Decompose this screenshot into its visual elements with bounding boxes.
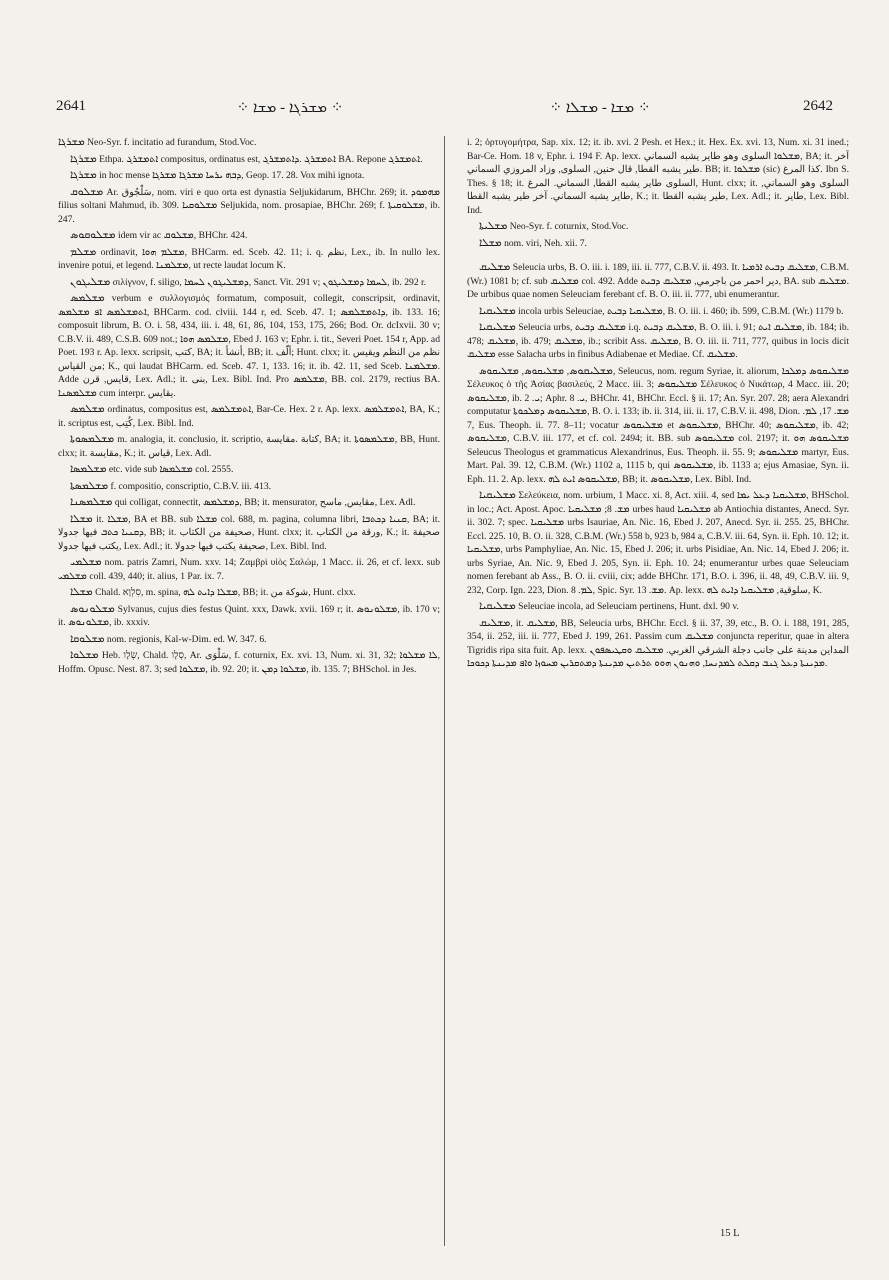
page-number-right: 2642 bbox=[803, 98, 833, 114]
dictionary-entry bbox=[467, 321, 849, 362]
entry-text: m. analogia, it. conclusio, it. scriptio, كتابة .مقايسة, BA; it. ܡܫܠܡܣܘܬܐ, BB, Hunt. clxx; it. مقايسة, K.; it. قياس, Lex. Adl. bbox=[58, 434, 440, 459]
entry-text: qui colligat, connectit, ܕܡܫܠܡܣ, BB; it. mensurator, مقايس, ماسح, Lex. Adl. bbox=[112, 497, 416, 508]
entry-headword: ܡܫܠܘܩ bbox=[70, 185, 104, 198]
entry-headword: ܡܫܠܝܩܝܐ bbox=[479, 304, 516, 317]
entry-text: Sylvanus, cujus dies festus Quint. xxx, Dawk. xvii. 169 r; it. ܡܫܠܘܢܘܣ, ib. 170 v; it. ܡܫܠܘܢܘܣ, ib. xxxiv. bbox=[58, 603, 440, 628]
entry-text: , it. ܡܫܠܝܩ, BB, Seleucia urbs, BHChr. Eccl. § ii. 37, 39, etc., B. O. i. 188, 191, 285, 354, ii. 252, iii. ii. 777, Ebed J. 199, 261. Passim cum ܡܫܠܝܩ conjuncta reperitur, quae in altera Tigridis ripa sita fuit. Ap. lexx. المداين مدينة على جانب دجلة الشرقي الغربي. ܡܫܠܝܩ ܘܩܛܝܣܦܘܢ ܡܕܝܢܬܐ ܕܥܠ ܓܢܒ ܕܩܠܬ ܠܡܕܢܚܐ, ܘܗܢܘܢ ܗܘܘ ܬܪܬܝܢ ܡܕܝܢܬܐ ܕܡܬܩܪܝܢ ܡܚܘܙܐ ܘܐܦ ܡܕܝܢܬܐ ܕܟܘܟܐ. bbox=[467, 617, 849, 669]
dictionary-entry bbox=[58, 556, 440, 583]
entry-headword: ܡܫܠܡܣܘܬܐ bbox=[70, 433, 115, 445]
entry-text: Seleucia urbs, B. O. iii. i. 189, iii. ii. 777, C.B.V. ii. 493. It. ܡܫܠܝܩ ܕܒܝܬ ܐܪܡܝܐ, C.B.M. (Wr.) 1081 b; cf. sub ܡܫܠܝܩ col. 492. Adde دير احمر من باجرمي, ܡܫܠܝܩ ܕܒܝܬ, BA. sub ܡܫܠܝܩ. De urbibus quae nomen Seleuciam ferebant cf. B. O. iii. ii. 777, ubi enumerantur. bbox=[467, 262, 849, 300]
entry-text: σιλίγνον, f. siligo, ܕܡܫܠܝܓܘܢ ܠܚܡܐ, Sanct. Vit. 291 v; ܠܚܡܐ ܕܡܫܠܝܓܘܢ, ib. 292 r. bbox=[110, 276, 427, 288]
dictionary-entry bbox=[58, 403, 440, 430]
entry-text: Neo-Syr. f. coturnix, Stod.Voc. bbox=[507, 221, 629, 232]
entry-text: Ar. سَلْجُوق, nom. viri e quo orta est dynastia Seljukidarum, BHChr. 269; it. ܡܗܡܘܕ filius soltani Mahmud, ib. 309. ܡܫܠܘܩܝܐ Seljukida, nom. prosapiae, BHChr. 269; f. ܡܫܠܘܩܝܬܐ, ib. 247. bbox=[58, 186, 440, 225]
dictionary-entry bbox=[58, 586, 440, 600]
entry-headword: ܡܫܠܡܣ bbox=[70, 403, 105, 415]
dictionary-entry bbox=[58, 276, 440, 290]
dictionary-entry bbox=[58, 480, 440, 494]
entry-text: Heb. שְׂלָו, Chald. סְלָו, Ar. سَلْوَى, f. coturnix, Ex. xvi. 13, Num. xi. 31, 32; ܠܐ ܡܫܠܘܐ, Hoffm. Opusc. Nest. 87. 3; sed ܡܫܠܘܐ, ib. 92. 20; it. ܡܫܠܘܐ ܕܡܢ, ib. 135. 7; BHSchol. in Jes. bbox=[58, 650, 440, 675]
entry-text: f. compositio, conscriptio, C.B.V. iii. 413. bbox=[108, 480, 272, 492]
entry-text: nom. viri, Neh. xii. 7. bbox=[501, 237, 587, 249]
page-number-left: 2641 bbox=[56, 98, 86, 114]
entry-text: etc. vide sub ܡܫܠܡܣܐ col. 2555. bbox=[106, 464, 234, 475]
column-divider bbox=[444, 136, 445, 1246]
entry-text: nom. regionis, Kal-w-Dim. ed. W. 347. 6. bbox=[104, 633, 267, 645]
entry-text: ordinatus, compositus est, ܐܬܡܫܠܡܣ, Bar-Ce. Hex. 2 r. Ap. lexx. ܐܬܡܫܠܡܣ, BA, K.; it. scriptus est, كُتِب, Lex. Bibl. Ind. bbox=[58, 404, 440, 429]
entry-headword: ܡܫܠܝܩ bbox=[479, 261, 511, 273]
entry-headword: ܡܫܠܡܣܢܐ bbox=[70, 496, 113, 508]
dictionary-entry bbox=[58, 136, 440, 150]
right-column bbox=[467, 136, 849, 1256]
dictionary-entry bbox=[58, 496, 440, 510]
entry-text: Neo-Syr. f. incitatio ad furandum, Stod.Voc. bbox=[84, 137, 257, 148]
entry-headword: ܡܫܠܘܐ bbox=[70, 649, 99, 661]
dictionary-entry bbox=[467, 136, 849, 217]
left-column bbox=[58, 136, 440, 1256]
entry-headword: ܡܫܠܝܩܝܐ bbox=[479, 321, 516, 333]
dictionary-entry bbox=[58, 229, 440, 243]
dictionary-entry bbox=[58, 153, 440, 167]
entry-headword: ܡܫܠܝܩܝܐ bbox=[479, 600, 516, 612]
entry-text: , ܡܫܠܝܩܘܣ, ܡܫܠܝܩܘܣ, Seleucus, nom. regum Syriae, it. aliorum, ܡܫܠܝܩܘܣ ܕܡܠܟܐ Σέλευκος ὁ τῆς Ἀσίας βασιλεύς, 2 Macc. iii. 3; ܡܫܠܝܩܘܣ Σέλευκος ὁ Νικάτωρ, 4 Macc. iii. 20; ܡܫܠܝܩܘܣ, ib. ܝ. 2; Aphr. ܝ. 8, BHChr. 41, BHChr. Eccl. § ii. 17; An. Syr. 207. 28; aera Alexandri computatur ܡܫܠܝܩܘܣ ܕܡܠܟܘܬܐ, B. O. i. 133; ib. ii. 314, iii. ii. 17, C.B.V. ii. 498, Dion. ܡܫ. 17, ܠܡ. 7, Eus. Theoph. ii. 77. 8–11; vocatur ܡܫܠܝܩܘܣ et ܡܫܠܝܩܘܣ, BHChr. 40; ܡܫܠܝܩܘܣ, ib. 42; ܡܫܠܝܩܘܣ, C.B.V. iii. 177, et cf. col. 2494; it. BB. sub ܡܫܠܝܩܘܣ col. 2197; it. ܡܫܠܝܩܘܣ ܗܘ Seleucus Theologus et grammaticus Alexandrinus, Eus. Theoph. ii. 55. 9; ܡܫܠܝܩܘܣ martyr, Eus. Mart. Pal. 39. 12, C.B.M. (Wr.) 1102 a, 1115 b, qui ܡܫܠܝܩܘܣ, ib. 1133 a; ejus Amasiae, Syn. ii. Eph. 11. 2. Ap. lexx. ܡܫܠܝܩܘܣ ܐܝܬ ܠܗ, BB; it. ܡܫܠܝܩܘܣ, Lex. Bibl. Ind. bbox=[467, 365, 849, 485]
entry-headword: ܡܫܠܡ bbox=[70, 245, 97, 258]
entry-headword: ܡܫܠܐ bbox=[70, 586, 93, 598]
entry-headword: ܡܫܠܘܩܐ bbox=[70, 632, 105, 645]
dictionary-entry bbox=[58, 603, 440, 630]
dictionary-entry bbox=[467, 365, 849, 487]
entry-headword: ܡܫܠܝܬܐ bbox=[479, 220, 508, 232]
entry-text: i. 2; ὀρτυγομήτρα, Sap. xix. 12; it. ib. xvi. 2 Pesh. et Hex.; it. Hex. Ex. xvi. 13, Num. xi. 31 ined.; Bar-Ce. Hom. 18 v, Ephr. i. 194 F. Ap. lexx. ܡܫܠܘܐ السلوى وهو طاير يشبه السماني, BA; it. آخر طير يشبه القطا, قال حنين, السلوى, وزاد المروزي السماني. BB; it. ܡܫܠܘܐ (sic) كذا المرغ. Ibn S. Thes. § 18; it. السلوى طاير يشبه القطا, السماني. المرغ, Hunt. clxx; it. السلوى وهو السماني, طاير يشبه السماني. آخر طير يشبه القطا, K.; it. طير يشبه القطا, Lex. Adl.; it. طاير, Lex. Bibl. Ind. bbox=[467, 137, 849, 216]
entry-text: Ethpa. ܐܬܡܫܪܓ compositus, ordinatus est, ܐܬܡܫܪܓ .ܕܐܬܡܫܪܓ BA. Repone ܐܬܡܫܪܓ. bbox=[96, 153, 423, 165]
dictionary-entry bbox=[467, 261, 849, 302]
dictionary-entry bbox=[58, 463, 440, 477]
entry-text: incola urbis Seleuciae, ܡܫܠܝܩܝܐ ܕܒܝܬ, B. O. iii. i. 460; ib. 599, C.B.M. (Wr.) 1179 b. bbox=[515, 305, 844, 317]
dictionary-entry bbox=[58, 169, 440, 183]
dictionary-entry bbox=[467, 305, 849, 319]
running-head-left: ⁘ ܡܫܪܓܐ - ܡܫܐ ⁘ bbox=[236, 100, 344, 116]
entry-headword: ܡܫܠܡܝ bbox=[70, 556, 102, 568]
entry-gap bbox=[467, 253, 849, 261]
entry-text: Seleuciae incola, ad Seleuciam pertinens, Hunt. dxl. 90 v. bbox=[515, 601, 739, 612]
entry-headword: ܡܫܪܓܐ bbox=[70, 152, 97, 165]
entry-headword: ܡܫܠܝܩܘܣ bbox=[569, 364, 613, 377]
dictionary-entry bbox=[467, 617, 849, 671]
entry-headword: ܡܫܠܡܣܬܐ bbox=[70, 479, 109, 492]
dictionary-entry bbox=[58, 246, 440, 273]
entry-text: in hoc mense ܕܒܗ ܝܪܚܐ ܡܫܪܓܐ ܡܫܪܓܐ, Geop. 17. 28. Vox mihi ignota. bbox=[96, 170, 365, 181]
entry-headword: ܡܫܠܝܓܘܢ bbox=[70, 275, 111, 288]
page-header bbox=[0, 98, 889, 122]
entry-headword: ܡܫܠܡܣܐ bbox=[70, 463, 107, 475]
dictionary-entry bbox=[467, 600, 849, 614]
entry-text: nom. patris Zamri, Num. xxv. 14; Ζαμβρὶ υἱὸς Σαλώμ, 1 Macc. ii. 26, et cf. lexx. sub ܡܫܠܡܝ coll. 439, 440; it. alius, 1 Par. ix. 7. bbox=[58, 557, 440, 582]
dictionary-entry bbox=[58, 649, 440, 676]
dictionary-entry bbox=[467, 220, 849, 234]
entry-text: ordinavit, ܡܫܠܡ ܗܘܐ, BHCarm. ed. Sceb. 42. 11; i. q. نظم, Lex., ib. In nullo lex. invenire potui, et legend. ܡܫܠܡܢܐ, ut recte laudat locum K. bbox=[58, 246, 440, 271]
entry-text: verbum e συλλογισμός formatum, composuit, collegit, conscripsit, ordinavit, ܐܬܡܫܠܡܣ ܐܦ ܡܫܠܡܣ, BHCarm. cod. clviii. 144 r, ed. Sceb. 47. 1; ܕܐܬܡܫܠܡܣ, ib. 133. 16; composuit librum, B. O. i. 58, 434, iii. i. 48, 61, 86, 104, 153, 175, 266; Bod. Or. dcIxvii. 30 v; C.B.V. ii. 489, C.S.B. 609 not.; ܡܫܠܡܣ ܗܘܐ, Ebed J. 163 v; Ephr. i. tit., Severi Poet. 154 r, App. ad Poet. 193 r. Ap. lexx. scripsit, كتب, BA; it. أنشأ, BB; it. ألّف; Hunt. clxx; it. نظم من النظم ويقيس من القياس; K., qui laudat BHCarm. ed. Sceb. 47. 1, 133. 16; it. ib. 42. 11, sed Sceb. ܡܫܠܡܢܐ. Adde قايس, قرن, Lex. Adl.; it. بنى, Lex. Bibl. Ind. Pro ܡܫܠܡܣ, BB. col. 2179, rectius BA. ܡܫܠܡܣܢܐ cum interpr. يقايس. bbox=[58, 293, 440, 399]
dictionary-entry bbox=[58, 633, 440, 647]
entry-text: Seleucia urbs, ܡܫܠܝܩ ܕܒܝܬ i.q. ܡܫܠܝܩ ܕܒܝܬ, B. O. iii. i. 91; ܡܫܠܝܩ ܐܝܬ, ib. 184; ib. 478; ܡܫܠܝܩ, ib. 479; ܡܫܠܝܩ, ib.; scribit Ass. ܡܫܠܝܩ, B. O. iii. ii. 711, 777, quibus in locis dicit ܡܫܠܝܩ esse Salacha urbs in finibus Adiabenae et Mediae. Cf. ܡܫܠܝܩ. bbox=[467, 322, 849, 360]
entry-headword: ܡܫܠܡܣ bbox=[70, 292, 105, 304]
dictionary-entry bbox=[467, 489, 849, 597]
entry-headword: ܡܫܠܝܩܝܐ bbox=[479, 489, 516, 501]
dictionary-entry bbox=[467, 237, 849, 251]
entry-headword: ܡܫܠܘܢܘܣ bbox=[70, 602, 115, 615]
dictionary-entry bbox=[58, 433, 440, 460]
printer-signature: 15 L bbox=[720, 1228, 740, 1239]
entry-text: it. ܡܫܠܐ, BA et BB. sub ܡܫܠܐ col. 688, m. pagina, columna libri, ܩܢܝܐ ܕܟܬܒܐ, BA; it. ܕܩܢܝܐ ܟܬܒ فيها جدولا, BB; it. صحيفة من الكتاب, Hunt. clxx; it. ورقة من الكتاب, K.; it. صحيفة يكتب فيها جدولا, Lex. Adl.; it. صحيفة يكتب فيها جدولا, Lex. Bibl. Ind. bbox=[58, 513, 440, 552]
entry-headword: ܡܫܠܝܩ bbox=[479, 616, 511, 629]
entry-headword: ܡܫܪܓܐ bbox=[70, 169, 97, 181]
dictionary-entry bbox=[58, 513, 440, 554]
entry-headword: ܡܫܠܐ bbox=[479, 236, 502, 249]
running-head-right: ⁘ ܡܫܐ - ܡܫܠܐ ⁘ bbox=[549, 100, 651, 116]
entry-headword: ܡܫܪܓܐ bbox=[58, 136, 85, 148]
dictionary-entry bbox=[58, 186, 440, 227]
entry-text: idem vir ac ܡܫܠܘܩ, BHChr. 424. bbox=[115, 230, 248, 241]
entry-headword: ܡܫܠܘܩܘܣ bbox=[70, 229, 116, 241]
entry-text: Chald. סִלְוָא, m. spina, ܡܫܠܐ ܕܐܝܬ ܠܗ, BB; it. شوكة من, Hunt. clxx. bbox=[92, 587, 356, 598]
dictionary-entry bbox=[58, 292, 440, 400]
entry-headword: ܡܫܠܐ bbox=[70, 512, 93, 525]
entry-text: Σελεύκεια, nom. urbium, 1 Macc. xi. 8, Act. xiii. 4, sed ܡܫܠܝܩܝܐ ܕܥܠ ܝܡܐ, BHSchol. in loc.; Act. Apost. Apoc. ܡܫ. 8; ܡܫܠܝܩܝܐ urbes haud ܡܫܠܝܩܝܐ ab Antiochia distantes, Anecd. Syr. ii. 302. 7; spec. ܡܫܠܝܩܝܐ urbs Isauriae, An. Nic. 16, Ebed J. 207, Anecd. Syr. ii. 255. 25, BHChr. Eccl. 225. 10, B. O. ii. 328, C.B.M. (Wr.) 558 b, 923 b, 984 a, C.B.V. iii. 64, Syn. ii. Eph. 10. 12; it. ܡܫܠܝܩܝܐ, urbs Pamphyliae, An. Nic. 15, Ebed J. 206; it. urbs Pisidiae, An. Nic. 14, Ebed J. 206; it. urbs Syriae, An. Nic. 9, Ebed J. 205, Syn. ii. Eph. 10. 24; enumerantur urbes quae Seleuciam nomen ferebant ab Ass., B. O. ii. cviii, cix; adde BHChr. 171, B.O. i. 396, ii. 48, 49, C.B.V. iii. 9, 232, Corp. Ign. 223, Dion. ܠܡ. 8, Spic. Syr. ܡܫ. 13. Ap. lexx. سلوقية, ܡܫܠܝܩܝܐ ܕܐܝܬ ܠܗ, K. bbox=[467, 490, 849, 596]
